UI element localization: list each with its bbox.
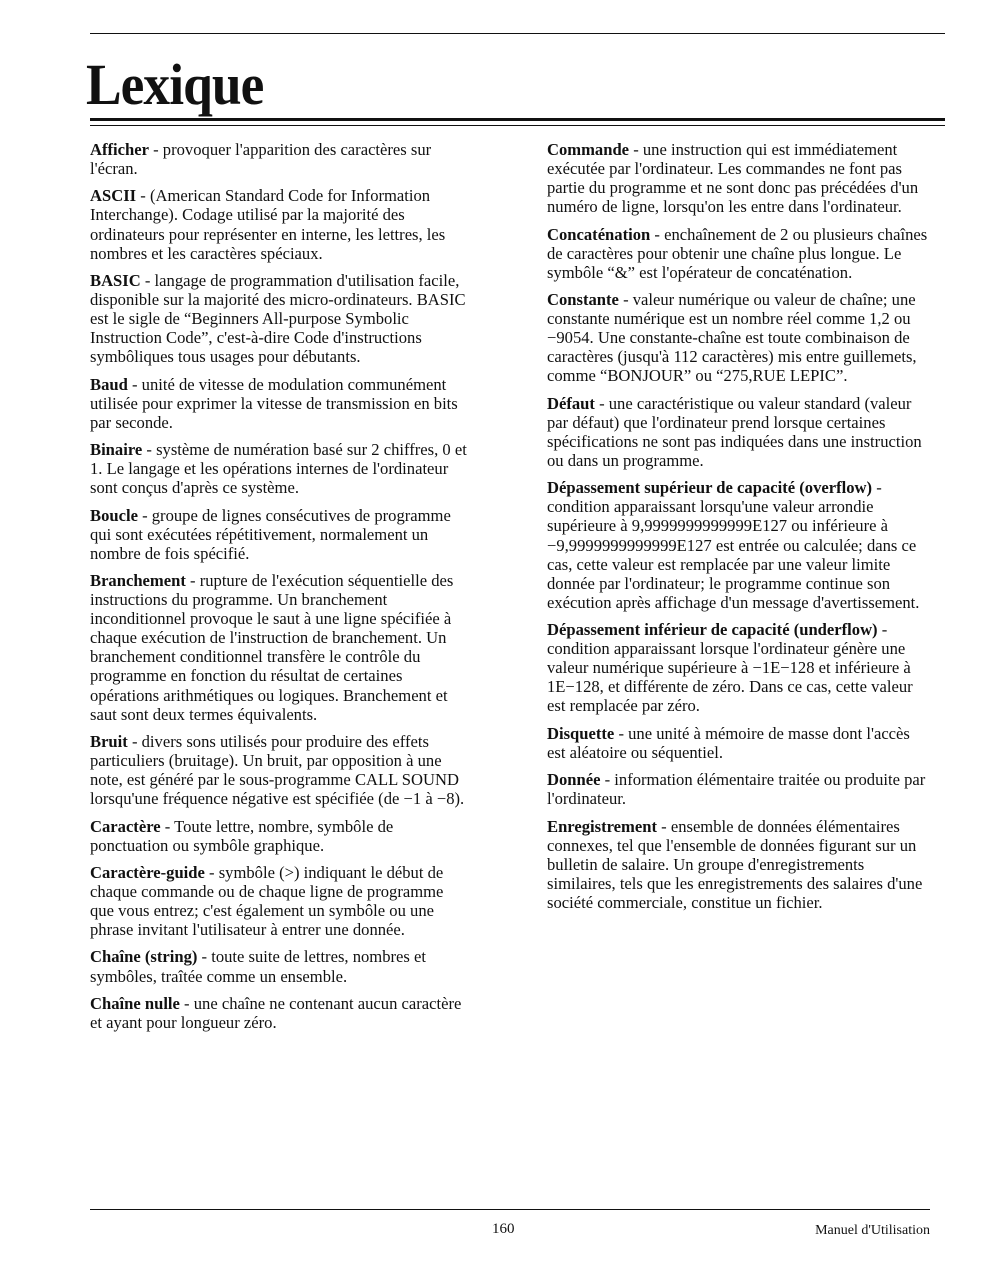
glossary-definition: - valeur numérique ou valeur de chaîne; une constante numérique est un nombre réel comme 1,2 ou −9054. Une constante-chaîne est toute combinaison de caractères (jusqu'à 112 caractères) mis entre guillemets, comme “BONJOUR” ou “275,RUE LEPIC”.: [547, 290, 917, 386]
glossary-entry: [90, 817, 468, 855]
glossary-definition: - une instruction qui est immédiatement exécutée par l'ordinateur. Les commandes ne font pas partie du programme et ne sont donc pas précédées d'un numéro de ligne, lorsqu'on les entre dans l'ordinateur.: [547, 140, 919, 217]
glossary-definition: - information élémentaire traitée ou produite par l'ordinateur.: [547, 770, 926, 809]
glossary-entry: [547, 770, 932, 808]
glossary-definition: - Toute lettre, nombre, symbôle de ponctuation ou symbôle graphique.: [90, 816, 394, 855]
glossary-definition: - condition apparaissant lorsque l'ordinateur génère une valeur numérique supérieure à −1E−128 et inférieure à 1E−128, et différente de zéro. Dans ce cas, cette valeur est remplacée par zéro.: [547, 620, 913, 716]
glossary-term: Commande: [547, 140, 630, 159]
glossary-entry: [547, 817, 932, 912]
glossary-term: Concaténation: [547, 224, 651, 244]
glossary-entry: [90, 440, 468, 497]
glossary-term: Défaut: [547, 393, 595, 413]
glossary-entry: [547, 478, 932, 612]
glossary-term: Disquette: [547, 723, 615, 743]
glossary-term: Constante: [547, 290, 619, 310]
glossary-term: Boucle: [90, 505, 138, 525]
glossary-term: Binaire: [90, 440, 143, 460]
glossary-term: Chaîne (string): [90, 947, 198, 967]
glossary-term: BASIC: [90, 270, 141, 290]
glossary-definition: - divers sons utilisés pour produire des effets particuliers (bruitage). Un bruit, par opposition à une note, est généré par le sous-programme CALL SOUND lorsqu'une fréquence négative est spécifiée (de −1 à −8).: [90, 731, 465, 809]
glossary-definition: - unité de vitesse de modulation communément utilisée pour exprimer la vitesse de transmission en bits par seconde.: [90, 374, 458, 432]
glossary-term: Caractère-guide: [90, 862, 205, 882]
glossary-term: Baud: [90, 374, 128, 394]
glossary-entry: [547, 225, 932, 282]
glossary-entry: [90, 994, 468, 1032]
glossary-term: Branchement: [90, 571, 186, 590]
glossary-term: Dépassement inférieur de capacité (underflow): [547, 620, 878, 640]
glossary-term: Chaîne nulle: [90, 993, 180, 1013]
glossary-entry: [90, 140, 468, 178]
glossary-definition: - une caractéristique ou valeur standard (valeur par défaut) que l'ordinateur prend lorsque certaines spécifications ne sont pas indiquées dans une instruction ou dans un programme.: [547, 393, 922, 470]
glossary-term: Enregistrement: [547, 816, 657, 836]
glossary-entry: [547, 724, 932, 762]
glossary-entry: [90, 947, 468, 985]
glossary-entry: [547, 620, 932, 715]
footer-manual-label: Manuel d'Utilisation: [815, 1223, 930, 1238]
glossary-definition: - provoquer l'apparition des caractères sur l'écran.: [90, 140, 432, 179]
glossary-definition: - une unité à mémoire de masse dont l'accès est aléatoire ou séquentiel.: [547, 723, 910, 762]
glossary-right-column: [547, 140, 932, 920]
title-rule-thick: [90, 118, 945, 121]
glossary-definition: - toute suite de lettres, nombres et symbôles, traîtée comme un ensemble.: [90, 947, 426, 986]
glossary-definition: - ensemble de données élémentaires connexes, tel que l'ensemble de données figurant sur un bulletin de salaire. Un groupe d'enregistrements similaires, tels que les enregistrements des salaires d'une société commerciale, constitue un fichier.: [547, 816, 923, 912]
glossary-left-column: [90, 140, 468, 1040]
glossary-entry: [90, 375, 468, 432]
glossary-definition: - langage de programmation d'utilisation facile, disponible sur la majorité des micro-ordinateurs. BASIC est le sigle de “Beginners All-purpose Symbolic Instruction Code”, c'est-à-dire Code d'instructions symbôliques tous usages pour débutants.: [90, 270, 466, 367]
glossary-definition: - système de numération basé sur 2 chiffres, 0 et 1. Le langage et les opérations internes de l'ordinateur sont conçus d'après ce système.: [90, 440, 467, 498]
glossary-entry: [90, 271, 468, 366]
glossary-entry: [90, 186, 468, 262]
page-number: 160: [492, 1221, 515, 1237]
title-rule-thin: [90, 125, 945, 126]
glossary-term: Caractère: [90, 816, 161, 836]
glossary-entry: [547, 394, 932, 470]
top-rule: [90, 33, 945, 34]
glossary-term: ASCII: [90, 186, 137, 206]
glossary-term: Bruit: [90, 731, 128, 751]
glossary-definition: - symbôle (>) indiquant le début de chaque commande ou de chaque ligne de programme que vous entrez; c'est également un symbôle ou une phrase invitant l'utilisateur à entrer une donnée.: [90, 862, 444, 940]
footer-rule: [90, 1209, 930, 1210]
glossary-entry: [90, 863, 468, 939]
glossary-definition: - groupe de lignes consécutives de programme qui sont exécutées répétitivement, normalement un nombre de fois spécifié.: [90, 505, 451, 563]
glossary-definition: - enchaînement de 2 ou plusieurs chaînes de caractères pour obtenir une chaîne plus longue. Le symbôle “&” est l'opérateur de concaténation.: [547, 224, 928, 282]
glossary-entry: [547, 290, 932, 385]
glossary-entry: [90, 732, 468, 808]
glossary-entry: [90, 571, 468, 724]
page-title: Lexique: [86, 52, 264, 117]
glossary-term: Dépassement supérieur de capacité (overflow): [547, 478, 873, 498]
glossary-term: Donnée: [547, 770, 601, 790]
glossary-definition: - condition apparaissant lorsqu'une valeur arrondie supérieure à 9,9999999999999E127 ou inférieure à −9,9999999999999E127 est entrée ou calculée; dans ce cas, cette valeur est remplacée par une valeur limite donnée par l'ordinateur; le programme continue son exécution après affichage d'un message d'avertissement.: [547, 478, 920, 612]
glossary-definition: - rupture de l'exécution séquentielle des instructions du programme. Un branchement inconditionnel provoque le saut à une ligne spécifiée à chaque exécution de l'instruction de branchement. Un branchement conditionnel transfère le contrôle du programme en fonction du résultat de certaines opérations arithmétiques ou logiques. Branchement et saut sont deux termes équivalents.: [90, 571, 454, 724]
glossary-definition: - une chaîne ne contenant aucun caractère et ayant pour longueur zéro.: [90, 993, 462, 1032]
glossary-entry: [547, 140, 932, 216]
glossary-entry: [90, 506, 468, 563]
glossary-definition: - (American Standard Code for Information Interchange). Codage utilisé par la majorité des ordinateurs pour représenter en interne, les lettres, les nombres et les caractères spéciaux.: [90, 186, 446, 263]
glossary-term: Afficher: [90, 140, 149, 159]
